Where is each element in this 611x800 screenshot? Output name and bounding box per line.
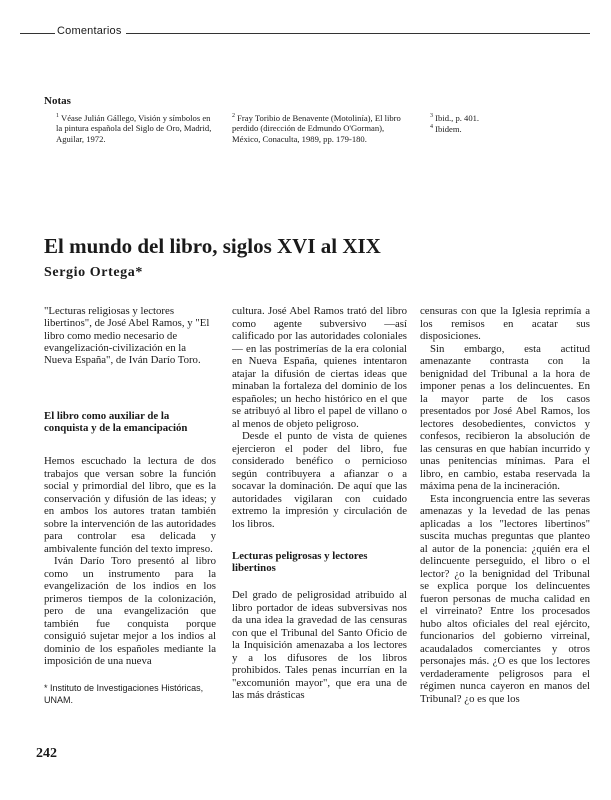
column-2-bottom [232,589,407,702]
paragraph: Del grado de peligrosidad atribuido al libro portador de ideas subversivas nos da una idea la gravedad de las censuras con que el Tribunal del Santo Oficio de la Inquisición amenazaba a los lectores y a los difusores de los libros prohibidos. Tales penas incurrían en la "excomunión mayor", que era una de las más drásticas [232,589,407,701]
note-1: $^1$ Véase Julián Gállego, Visión y símbolos en la pintura española del Siglo de Oro, Madrid, Aguilar, 1972. [56,112,212,145]
header-rule-right [126,33,590,34]
paragraph: censuras con que la Iglesia reprimía a los remisos en acatar sus disposiciones. [420,305,590,342]
note-4: $^4$ Ibidem. [430,123,462,134]
section-label: Comentarios [57,25,122,37]
author-footnote: * Instituto de Investigaciones Históricas, UNAM. [44,683,204,705]
article-title: El mundo del libro, siglos XVI al XIX [44,234,381,258]
paragraph: cultura. José Abel Ramos trató del libro como agente subversivo —así calificado por las autoridades coloniales— en las postrimerías de la era colonial en Nueva España, quienes intentaron atajar la difusión de ciertas ideas que minaban la fortaleza del dominio de los españoles; un hecho histórico en el que se atribuyó al libro el papel de villano o al menos de objeto peligroso. [232,305,407,430]
article-intro: "Lecturas religiosas y lectores libertinos", de José Abel Ramos, y "El libro como medio necesario de evangelización-civilización en la Nueva España", de Iván Darío Toro. [44,305,210,367]
subheading-1: El libro como auxiliar de la conquista y de la emancipación [44,410,188,434]
column-2-top [232,305,407,530]
paragraph: Hemos escuchado la lectura de dos trabajos que versan sobre la función social y primordial del libro, que es la conservación y difusión de las ideas; y en ambos los autores tratan también sobre la intervención de las autoridades para controlar esa delicada y ambivalente función del texto impreso. [44,455,216,555]
header-rule-left [20,33,55,34]
paragraph: Desde el punto de vista de quienes ejercieron el poder del libro, fue considerado benéfico o pernicioso según contribuyera a afianzar o a socavar la dominación. De aquí que las autoridades vigilaran con cuidado extremo la impresión y circulación de los libros. [232,430,407,530]
column-3 [420,305,590,705]
article-author: Sergio Ortega* [44,265,143,280]
notes-title: Notas [44,95,71,107]
page-number: 242 [36,746,57,761]
subheading-2: Lecturas peligrosas y lectores libertinos [232,550,368,574]
paragraph: Iván Darío Toro presentó al libro como un instrumento para la evangelización de los indios en los primeros tiempos de la colonización, pero de una evangelización que también fue conquista porque consiguió sujetar mejor a los indios al dominio de los españoles mediante la imposición de una nueva [44,555,216,667]
note-2: $^2$ Fray Toribio de Benavente (Motolinía), El libro perdido (dirección de Edmundo O'Gorman), México, Conaculta, 1989, pp. 179-180. [232,112,401,145]
column-1 [44,455,216,668]
paragraph: Sin embargo, esta actitud amenazante contrasta con la benignidad del Tribunal a la hora de imponer penas a los delincuentes. En la mayor parte de los casos presentados por José Abel Ramos, los lectores desobedientes, convictos y confesos, recibieron la absolución de las censuras en que habían incurrido y unas penitencias mínimas. Para el libro, en cambio, estaba reservada la máxima pena de la incineración. [420,342,590,492]
paragraph: Esta incongruencia entre las severas amenazas y la levedad de las penas aplicadas a los "lectores libertinos" suscita muchas preguntas que planteo al autor de la ponencia: ¿quién era el delincuente perseguido, el libro o el lector? ¿o la benignidad del Tribunal se explica porque los delincuentes fueron personas de mucha calidad en el virreinato? Entre los procesados hubo altos oficiales del real ejército, funcionarios del gobierno virreinal, acaudalados comerciantes y otros personajes más. ¿O es que los lectores verdaderamente peligrosos para el régimen nunca cayeron en manos del Tribunal? ¿o es que los [420,492,590,705]
note-3: $^3$ Ibid., p. 401. [430,112,480,123]
